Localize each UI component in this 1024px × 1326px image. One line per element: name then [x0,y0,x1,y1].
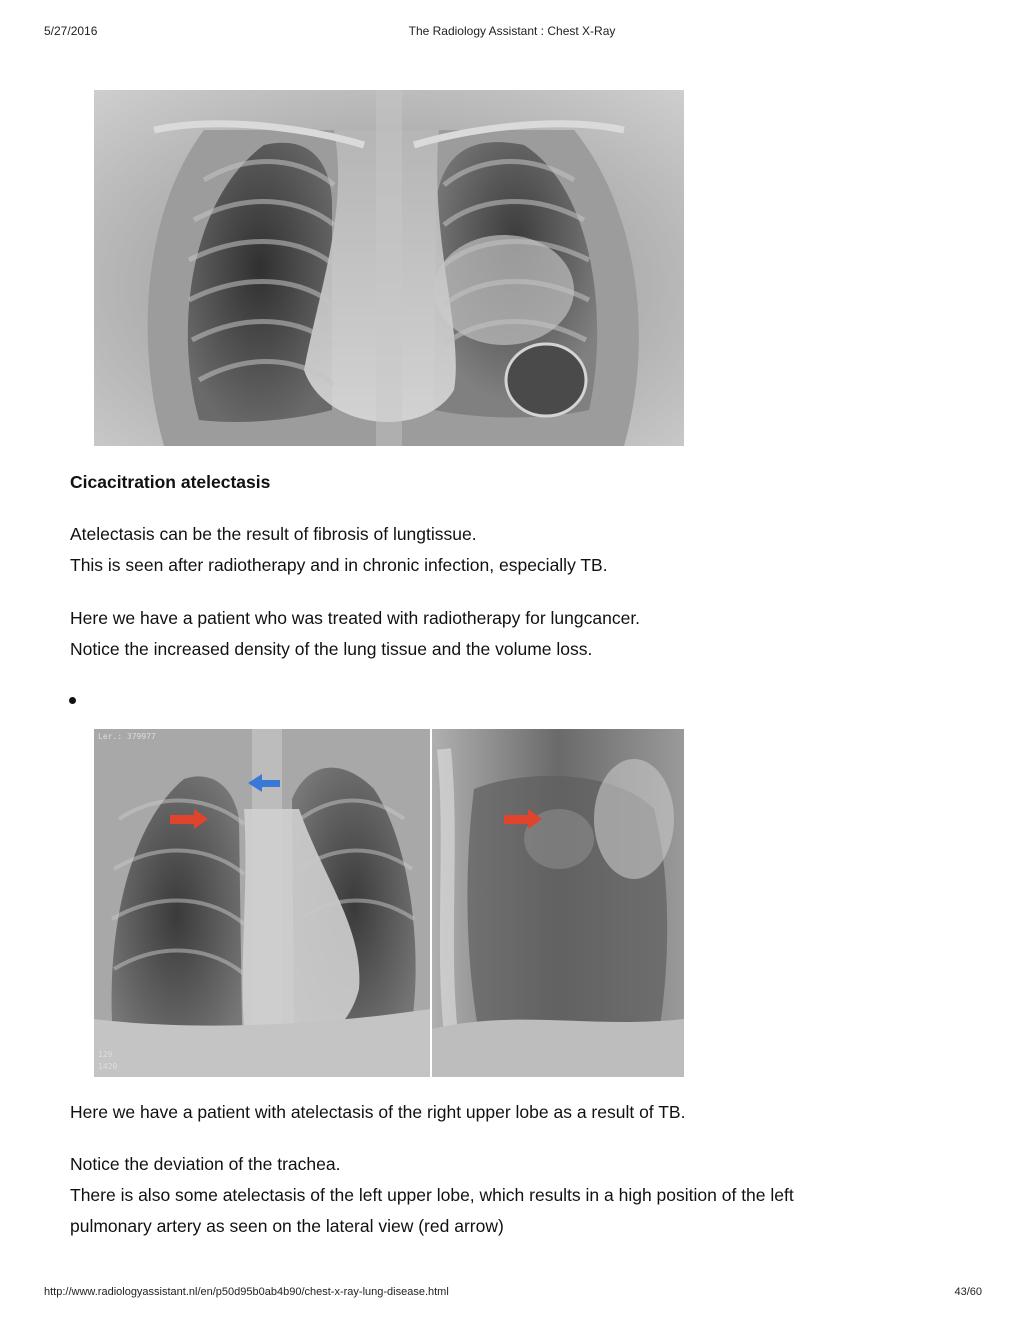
print-date: 5/27/2016 [44,24,98,38]
corner-label: 129 [98,1050,113,1059]
chest-xray-pa-lateral-icon [94,729,684,1077]
corner-label: 1420 [98,1062,118,1071]
print-header-title: The Radiology Assistant : Chest X-Ray [408,24,616,38]
text-line: Atelectasis can be the result of fibrosis of lungtissue. [70,524,477,544]
footer-url: http://www.radiologyassistant.nl/en/p50d95b0ab4b90/chest-x-ray-lung-disease.html [44,1286,449,1298]
text-line: pulmonary artery as seen on the lateral view (red arrow) [70,1216,504,1236]
paragraph-radiotherapy [70,603,950,665]
paragraph-trachea [70,1149,950,1242]
text-line: Here we have a patient who was treated with radiotherapy for lungcancer. [70,608,641,628]
paragraph-tb [70,1097,950,1128]
text-line: There is also some atelectasis of the left upper lobe, which results in a high position of the left [70,1185,794,1205]
chest-xray-icon [94,90,684,446]
text-line: Notice the increased density of the lung tissue and the volume loss. [70,639,593,659]
pa-label: Ler.: 379977 [98,732,156,741]
text-line: Here we have a patient with atelectasis of the right upper lobe as a result of TB. [70,1102,686,1122]
bullet-icon [69,697,76,704]
section-heading: Cicacitration atelectasis [70,472,271,492]
text-line: Notice the deviation of the trachea. [70,1154,341,1174]
text-line: This is seen after radiotherapy and in chronic infection, especially TB. [70,555,608,575]
page-number: 43/60 [954,1286,982,1298]
paragraph-fibrosis [70,519,950,581]
